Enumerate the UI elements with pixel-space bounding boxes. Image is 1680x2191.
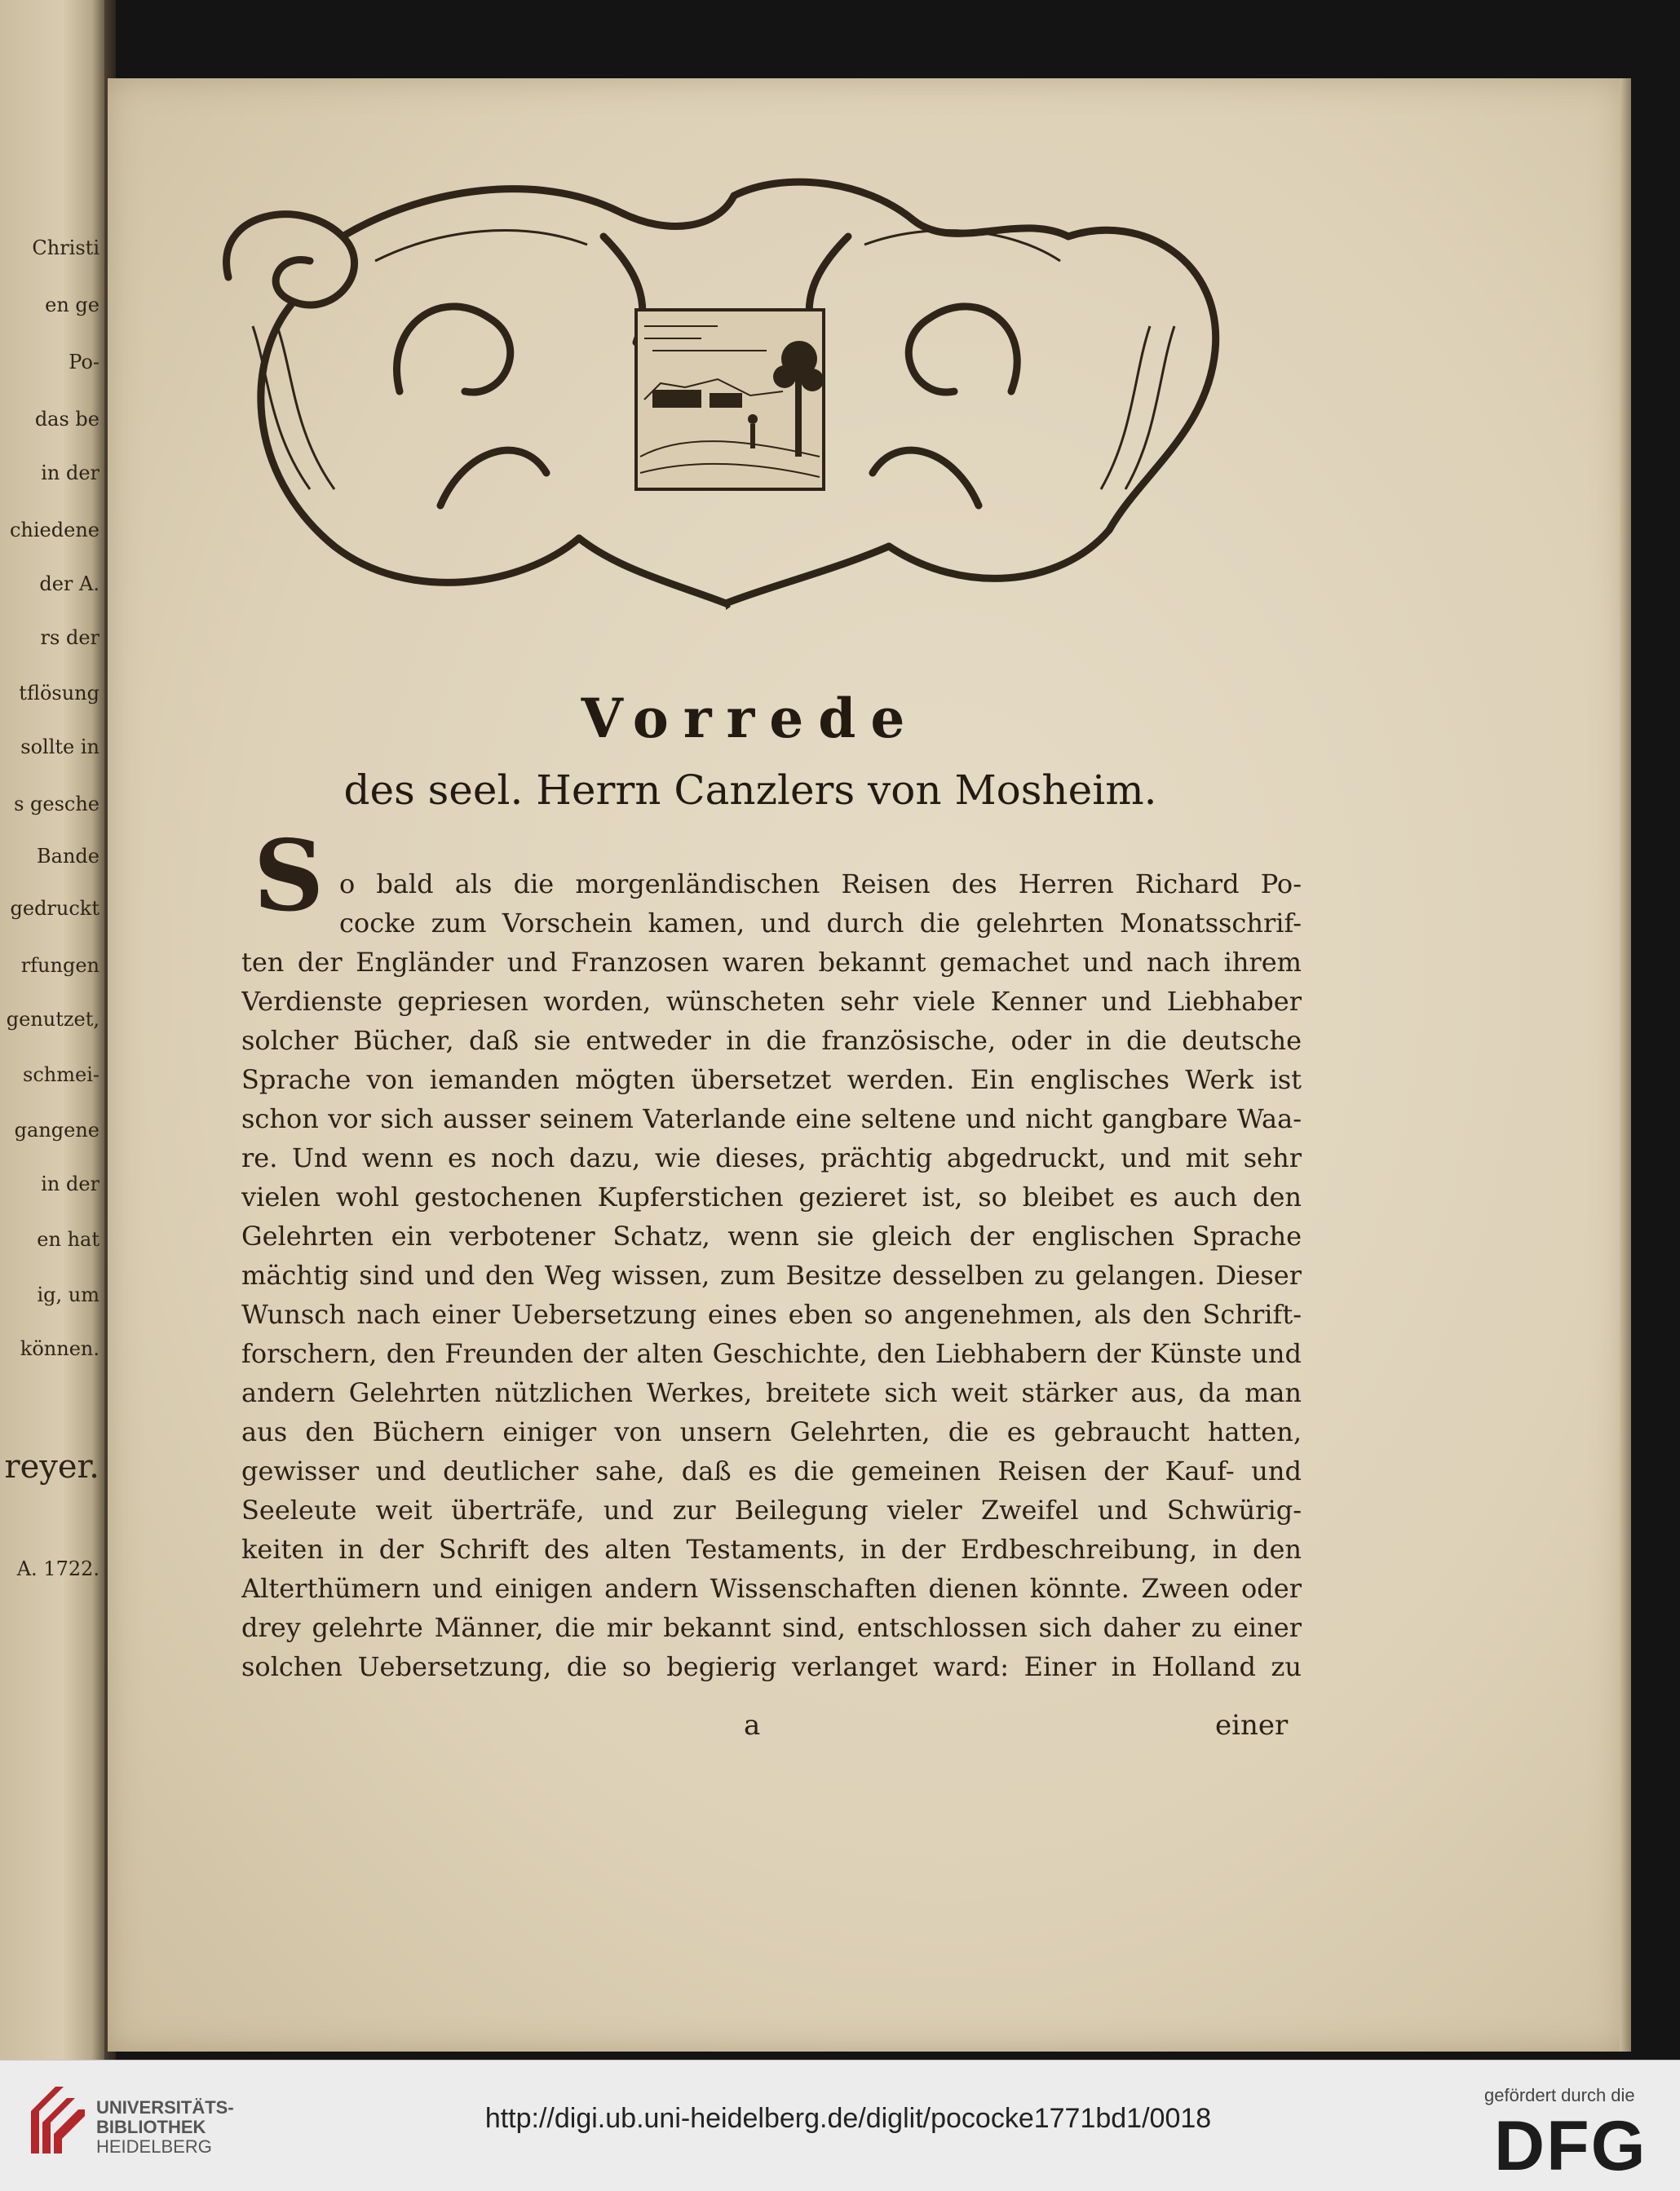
logo-line: BIBLIOTHEK <box>96 2117 206 2137</box>
permalink-url[interactable]: http://digi.ub.uni-heidelberg.de/diglit/pococke1771bd1/0018 <box>484 2103 1212 2134</box>
text-line: vielen wohl gestochenen Kupferstichen gezieret ist, so bleibet es auch den <box>241 1182 1302 1213</box>
left-page-text: schmei- <box>23 1063 99 1086</box>
text-line: solchen Uebersetzung, die so begierig verlanget ward: Einer in Holland zu <box>241 1651 1302 1682</box>
text-line: forschern, den Freunden der alten Geschichte, den Liebhabern der Künste und <box>241 1338 1302 1369</box>
text-line: Gelehrten ein verbotener Schatz, wenn sie gleich der englischen Sprache <box>241 1221 1302 1252</box>
left-page-text: reyer. <box>4 1448 99 1486</box>
text-line: cocke zum Vorschein kamen, und durch die gelehrten Monatsschrif- <box>339 908 1302 939</box>
left-page-text: ig, um <box>37 1283 99 1306</box>
text-line: Verdienste gepriesen worden, wünscheten sehr viele Kenner und Liebhaber <box>241 986 1302 1017</box>
ornament-vignette <box>196 163 1256 620</box>
text-line: aus den Büchern einiger von unsern Gelehrten, die es gebraucht hatten, <box>241 1416 1302 1447</box>
text-line: Seeleute weit überträfe, und zur Beilegung vieler Zweifel und Schwürig- <box>241 1495 1302 1526</box>
library-logo-text[interactable] <box>96 2098 234 2157</box>
left-page-text: Po- <box>69 351 99 373</box>
funded-by-label: gefördert durch die <box>1484 2085 1635 2105</box>
page-title: Vorrede <box>581 687 920 750</box>
left-page-text: sollte in <box>20 735 99 758</box>
catchword: einer <box>1215 1709 1289 1742</box>
text-line: drey gelehrte Männer, die mir bekannt sind, entschlossen sich daher zu einer <box>241 1612 1302 1643</box>
logo-line: UNIVERSITÄTS- <box>96 2097 234 2118</box>
dfg-logo[interactable]: DFG <box>1494 2107 1647 2185</box>
left-page-text: A. 1722. <box>16 1557 99 1580</box>
left-page-text: tflösung <box>19 682 99 705</box>
left-page-text: in der <box>41 462 99 484</box>
text-line: andern Gelehrten nützlichen Werkes, breitete sich weit stärker aus, da man <box>241 1377 1302 1408</box>
text-line: o bald als die morgenländischen Reisen des Herren Richard Po- <box>339 868 1302 899</box>
left-page-text: chiedene <box>9 519 99 541</box>
signature-mark: a <box>744 1709 761 1742</box>
text-line: Alterthümern und einigen andern Wissenschaften dienen könnte. Zween oder <box>241 1573 1302 1604</box>
left-page-text: der A. <box>39 572 99 595</box>
text-line: keiten in der Schrift des alten Testaments, in der Erdbeschreibung, in den <box>241 1534 1302 1565</box>
left-page-text: s gesche <box>14 793 99 815</box>
left-page-text: genutzet, <box>6 1008 99 1031</box>
text-line: Sprache von iemanden mögten übersetzet werden. Ein englisches Werk ist <box>241 1064 1302 1095</box>
left-page-text: Christi <box>32 236 99 259</box>
page-edge <box>1620 78 1631 2052</box>
left-page-text: rs der <box>40 626 99 649</box>
text-line: schon vor sich ausser seinem Vaterlande eine seltene und nicht gangbare Waa- <box>241 1103 1302 1134</box>
text-line: ten der Engländer und Franzosen waren bekannt gemachet und nach ihrem <box>241 947 1302 978</box>
page-subtitle: des seel. Herrn Canzlers von Mosheim. <box>343 766 1157 814</box>
text-line: mächtig sind und den Weg wissen, zum Besitze desselben zu gelangen. Dieser <box>241 1260 1302 1291</box>
left-page-text: das be <box>34 408 99 431</box>
left-page-text: en hat <box>37 1228 99 1251</box>
footer-bar <box>0 2060 1680 2191</box>
left-page-text: en ge <box>45 294 99 316</box>
left-page-text: können. <box>20 1337 99 1360</box>
text-line: Wunsch nach einer Uebersetzung eines eben so angenehmen, als den Schrift- <box>241 1299 1302 1330</box>
logo-line: HEIDELBERG <box>96 2136 212 2157</box>
left-page-text: gedruckt <box>10 897 99 920</box>
left-page-text: Bande <box>37 845 99 868</box>
library-logo-icon[interactable] <box>31 2087 85 2153</box>
left-page-text: gangene <box>14 1119 99 1142</box>
left-page-fragment <box>0 0 104 2060</box>
left-page-text: rfungen <box>20 954 99 977</box>
dropcap-initial: S <box>253 819 325 934</box>
text-line: gewisser und deutlicher sahe, daß es die gemeinen Reisen der Kauf- und <box>241 1456 1302 1486</box>
text-line: re. Und wenn es noch dazu, wie dieses, prächtig abgedruckt, und mit sehr <box>241 1142 1302 1173</box>
text-line: solcher Bücher, daß sie entweder in die französische, oder in die deutsche <box>241 1025 1302 1056</box>
left-page-text: in der <box>41 1173 99 1195</box>
